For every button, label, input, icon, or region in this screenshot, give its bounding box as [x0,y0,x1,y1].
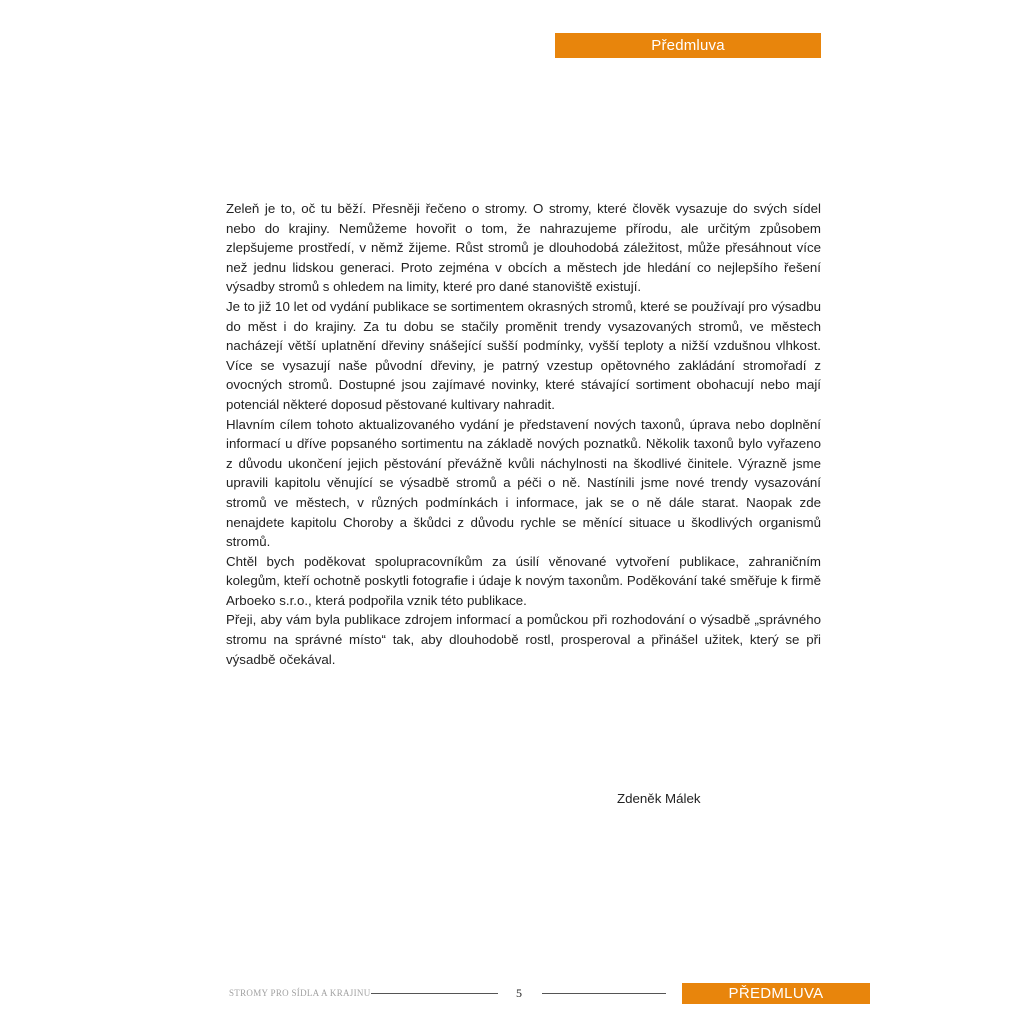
author-signature: Zdeněk Málek [617,791,701,806]
footer-divider-right [542,993,666,994]
page-number: 5 [516,986,522,1000]
paragraph: Zeleň je to, oč tu běží. Přesněji řečeno o stromy. O stromy, které člověk vysazuje do svých sídel nebo do krajiny. Nemůžeme hovořit o tom, že nahrazujeme přírodu, ale určitým způsobem zlepšujeme prostředí, v němž žijeme. Růst stromů je dlouhodobá záležitost, může přesáhnout více než jednu lidskou generaci. Proto zejména v obcích a městech jde hledání co nejlepšího řešení výsadby stromů s ohledem na limity, které pro dané stanoviště existují. [226,201,821,295]
preface-body [226,199,821,669]
footer-section-tab: PŘEDMLUVA [682,983,870,1004]
footer-divider-left [371,993,498,994]
paragraph: Je to již 10 let od vydání publikace se sortimentem okrasných stromů, které se používají pro výsadbu do měst i do krajiny. Za tu dobu se stačily proměnit trendy vysazovaných stromů, ve městech nacházejí větší uplatnění dřeviny snášející sušší podmínky, vyšší teploty a nižší vzdušnou vlhkost. Více se vysazují naše původní dřeviny, je patrný vzestup opětovného zakládání stromořadí z ovocných stromů. Dostupné jsou zajímavé novinky, které stávající sortiment obohacují nebo mají potenciál některé doposud pěstované kultivary nahradit. [226,298,821,412]
section-header-tab: Předmluva [555,33,821,58]
paragraph: Hlavním cílem tohoto aktualizovaného vydání je představení nových taxonů, úprava nebo doplnění informací u dříve popsaného sortimentu na základě nových poznatků. Několik taxonů bylo vyřazeno z důvodu ukončení jejich pěstování převážně kvůli náchylnosti na škodlivé činitele. Výrazně jsme upravili kapitolu věnující se výsadbě stromů a péči o ně. Nastínili jsme nové trendy vysazování stromů ve městech, v různých podmínkách i informace, jak se o ně dále starat. Naopak zde nenajdete kapitolu Choroby a škůdci z důvodu rychle se měnící situace u škodlivých organismů stromů. [226,416,821,550]
paragraph: Přeji, aby vám byla publikace zdrojem informací a pomůckou při rozhodování o výsadbě „správného stromu na správné místo“ tak, aby dlouhodobě rostl, prosperoval a přinášel užitek, který se při výsadbě očekával. [226,612,821,667]
paragraph: Chtěl bych poděkovat spolupracovníkům za úsilí věnované vytvoření publikace, zahraničním kolegům, kteří ochotně poskytli fotografie i údaje k novým taxonům. Poděkování také směřuje k firmě Arboeko s.r.o., která podpořila vznik této publikace. [226,553,821,608]
footer-book-title: STROMY PRO SÍDLA A KRAJINU [229,988,371,998]
